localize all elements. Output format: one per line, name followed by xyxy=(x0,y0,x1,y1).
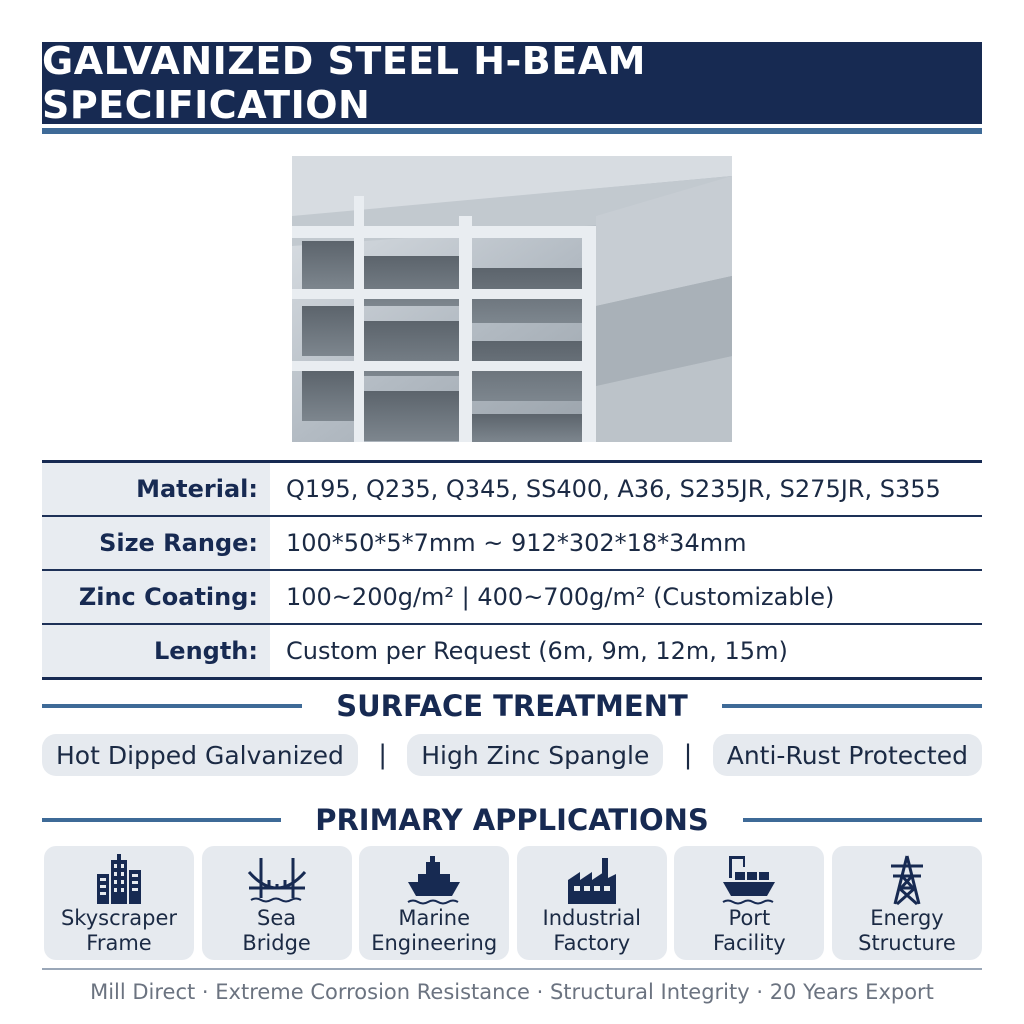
spec-row-material xyxy=(42,463,982,517)
section-title: SURFACE TREATMENT xyxy=(336,689,688,723)
spec-row-zinc-coating xyxy=(42,571,982,625)
divider xyxy=(743,818,982,822)
application-label: Industrial xyxy=(542,906,642,930)
divider xyxy=(42,704,302,708)
power-tower-icon xyxy=(877,854,937,906)
port-icon xyxy=(719,854,779,906)
application-label: Structure xyxy=(858,931,956,955)
page-title: GALVANIZED STEEL H-BEAM SPECIFICATION xyxy=(42,39,646,127)
primary-applications-heading xyxy=(42,800,982,840)
spec-row-size-range xyxy=(42,517,982,571)
divider xyxy=(722,704,982,708)
factory-icon xyxy=(562,854,622,906)
spec-row-length xyxy=(42,625,982,680)
application-card xyxy=(44,846,194,960)
spec-value: Custom per Request (6m, 9m, 12m, 15m) xyxy=(286,637,788,665)
spec-value: Q195, Q235, Q345, SS400, A36, S235JR, S275JR, S355 xyxy=(286,475,941,503)
h-beam-stack-image xyxy=(292,156,732,442)
surface-treatment-list xyxy=(42,734,982,776)
treatment-pill: High Zinc Spangle xyxy=(407,734,663,776)
application-card xyxy=(359,846,509,960)
title-banner xyxy=(42,39,982,127)
application-label: Skyscraper xyxy=(60,906,178,930)
spec-value: 100*50*5*7mm ~ 912*302*18*34mm xyxy=(286,529,747,557)
surface-treatment-heading xyxy=(42,686,982,726)
spec-label: Size Range: xyxy=(42,517,270,569)
application-label: Engineering xyxy=(371,931,498,955)
application-label: Port xyxy=(728,906,771,930)
application-label: Energy xyxy=(870,906,944,930)
title-divider xyxy=(42,128,982,134)
spec-table xyxy=(42,460,982,680)
section-title: PRIMARY APPLICATIONS xyxy=(315,803,709,837)
application-card xyxy=(674,846,824,960)
h-beam-photo xyxy=(292,156,732,442)
application-card xyxy=(202,846,352,960)
separator: | xyxy=(683,740,693,770)
spec-label: Material: xyxy=(42,463,270,515)
application-label: Factory xyxy=(553,931,631,955)
ship-icon xyxy=(404,854,464,906)
application-card xyxy=(832,846,982,960)
divider xyxy=(42,818,281,822)
footer-tagline: Mill Direct · Extreme Corrosion Resistance · Structural Integrity · 20 Years Export xyxy=(90,980,934,1004)
separator: | xyxy=(378,740,387,770)
application-label: Facility xyxy=(713,931,786,955)
spec-label: Zinc Coating: xyxy=(42,571,270,623)
application-label: Sea xyxy=(257,906,297,930)
application-label: Frame xyxy=(86,931,152,955)
treatment-pill: Anti-Rust Protected xyxy=(713,734,982,776)
spec-value: 100~200g/m² | 400~700g/m² (Customizable) xyxy=(286,583,835,611)
treatment-pill: Hot Dipped Galvanized xyxy=(42,734,358,776)
skyscraper-icon xyxy=(89,854,149,906)
application-card xyxy=(517,846,667,960)
application-label: Marine xyxy=(398,906,471,930)
bridge-icon xyxy=(247,854,307,906)
application-label: Bridge xyxy=(242,931,311,955)
spec-label: Length: xyxy=(42,625,270,677)
footer-divider xyxy=(42,968,982,970)
applications-grid xyxy=(44,846,982,960)
